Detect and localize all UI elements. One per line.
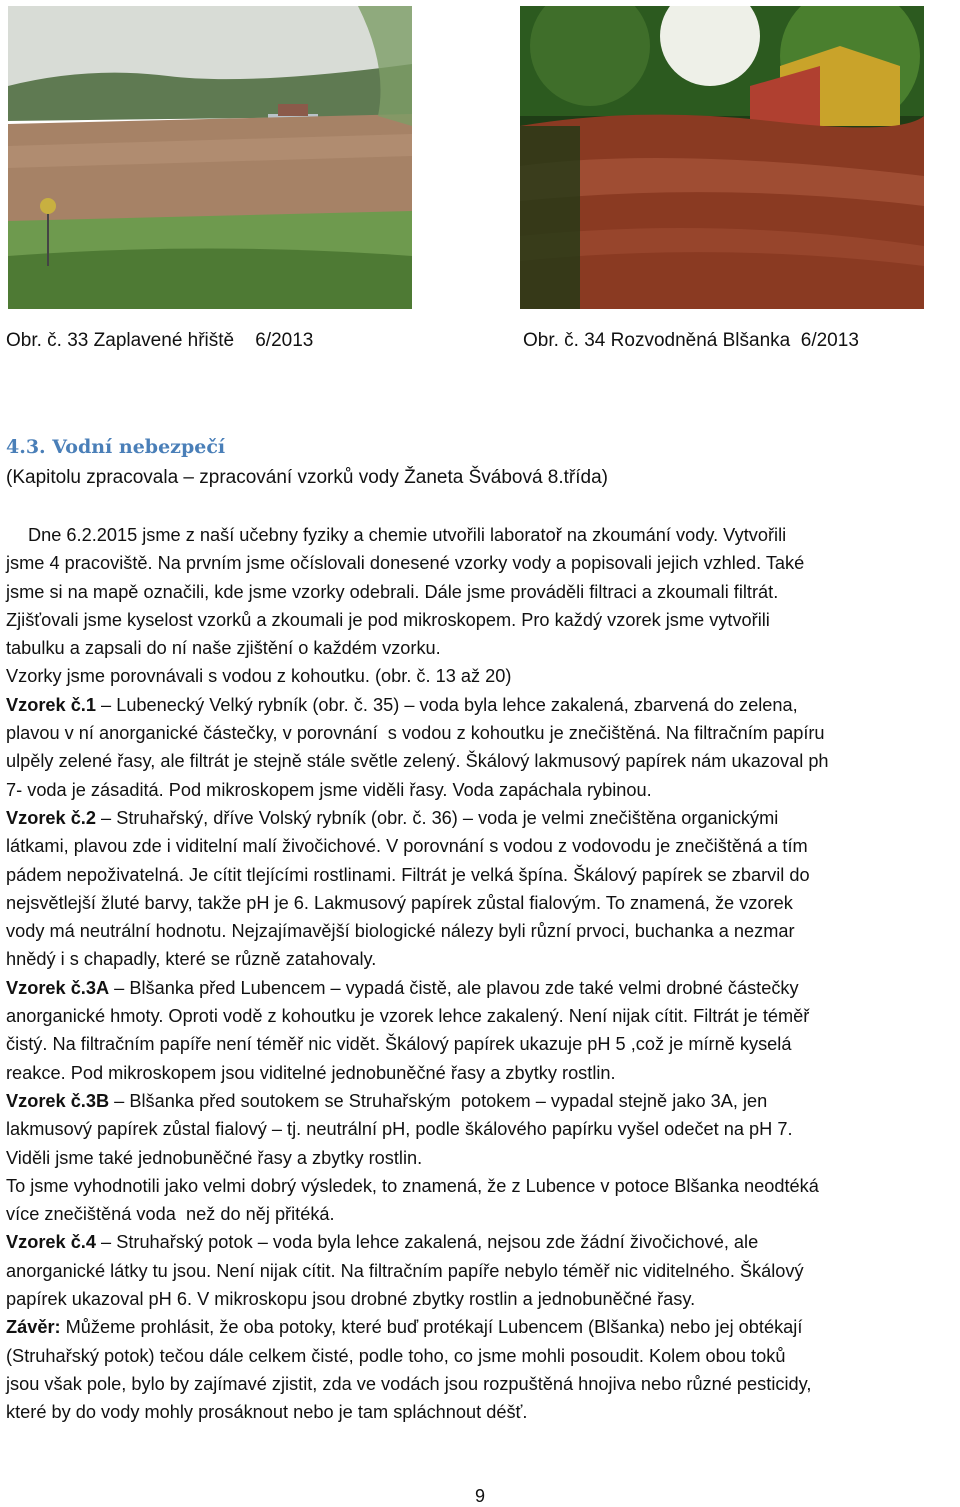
text-line: Vzorek č.1 – Lubenecký Velký rybník (obr. č. 35) – voda byla lehce zakalená, zbarvená do zelena,	[6, 694, 798, 715]
text-line: čistý. Na filtračním papíře není téměř nic vidět. Škálový papírek ukazuje pH 5 ,což je mírně kyselá	[6, 1034, 792, 1055]
text-line: Vzorek č.3A – Blšanka před Lubencem – vypadá čistě, ale plavou zde také velmi drobné částečky	[6, 977, 799, 998]
text-line: jsme si na mapě označili, kde jsme vzorky odebrali. Dále jsme prováděli filtraci a zkoumali filtrát.	[6, 581, 779, 602]
text-line: jsme 4 pracoviště. Na prvním jsme očíslovali donesené vzorky vody a popisovali jejich vzhled. Také	[6, 553, 805, 574]
section-subheading: (Kapitolu zpracovala – zpracování vzorků vody Žaneta Švábová 8.třída)	[6, 467, 608, 488]
text-line: Vzorek č.3B – Blšanka před soutokem se Struhařským potokem – vypadal stejně jako 3A, jen	[6, 1090, 768, 1111]
text-line: To jsme vyhodnotili jako velmi dobrý výsledek, to znamená, že z Lubence v potoce Blšanka neodtéká	[6, 1175, 819, 1196]
flooded-river-photo	[520, 6, 924, 309]
sample-label: Vzorek č.3B	[6, 1090, 110, 1111]
text-line: hnědý i s chapadly, které se různě zatahovaly.	[6, 949, 377, 970]
section-heading: 4.3. Vodní nebezpečí	[6, 436, 226, 458]
text-line: Viděli jsme také jednobuněčné řasy a zbytky rostlin.	[6, 1147, 423, 1168]
sample-label: Závěr:	[6, 1317, 61, 1338]
text-line: Vzorky jsme porovnávali s vodou z kohoutku. (obr. č. 13 až 20)	[6, 666, 512, 687]
text-line: plavou v ní anorganické částečky, v porovnání s vodou z kohoutku je znečištěná. Na filtračním papíru	[6, 723, 825, 744]
text-line: látkami, plavou zde i viditelní malí živočichové. V porovnání s vodou z vodovodu je znečištěná a tím	[6, 836, 808, 857]
sample-label: Vzorek č.3A	[6, 977, 110, 998]
text-line: Vzorek č.4 – Struhařský potok – voda byla lehce zakalená, nejsou zde žádní živočichové, ale	[6, 1232, 759, 1253]
text-line: které by do vody mohly prosáknout nebo je tam spláchnout déšť.	[6, 1402, 528, 1423]
flooded-playground-photo	[8, 6, 412, 309]
text-line: anorganické hmoty. Oproti vodě z kohoutku je vzorek lehce zakalený. Není nijak cítit. Filtrát je téměř	[6, 1006, 810, 1027]
figure-caption: Obr. č. 33 Zaplavené hřiště 6/2013	[6, 330, 314, 351]
sample-label: Vzorek č.1	[6, 694, 96, 715]
text-line: více znečištěná voda než do něj přitéká.	[6, 1204, 335, 1225]
text-line: nejsvětlejší žluté barvy, takže pH je 6. Lakmusový papírek zůstal fialovým. To znamená, že vzorek	[6, 892, 793, 913]
text-line: Zjišťovali jsme kyselost vzorků a zkoumali je pod mikroskopem. Pro každý vzorek jsme vytvořili	[6, 609, 770, 630]
text-line: (Struhařský potok) tečou dále celkem čisté, podle toho, co jsme mohli posoudit. Kolem obou toků	[6, 1345, 786, 1366]
text-line: papírek ukazoval pH 6. V mikroskopu jsou drobné zbytky rostlin a jednobuněčné řasy.	[6, 1289, 696, 1310]
sample-label: Vzorek č.4	[6, 1232, 96, 1253]
text-line: ulpěly zelené řasy, ale filtrát je stejně stále světle zelený. Škálový lakmusový papírek nám ukazoval ph	[6, 751, 829, 772]
text-line: anorganické látky tu jsou. Není nijak cítit. Na filtračním papíře nebylo téměř nic viditelného. Škálový	[6, 1260, 804, 1281]
body-text	[6, 521, 958, 1427]
text-line: vody má neutrální hodnotu. Nejzajímavější biologické nálezy byli různí prvoci, buchanka a nezmar	[6, 921, 795, 942]
text-line: tabulku a zapsali do ní naše zjištění o každém vzorku.	[6, 638, 441, 659]
page-number: 9	[474, 1486, 485, 1506]
text-line: Vzorek č.2 – Struhařský, dříve Volský rybník (obr. č. 36) – voda je velmi znečištěna organickými	[6, 807, 779, 828]
text-line: Dne 6.2.2015 jsme z naší učebny fyziky a chemie utvořili laboratoř na zkoumání vody. Vytvořili	[28, 525, 787, 545]
sample-label: Vzorek č.2	[6, 807, 96, 828]
text-line: jsou však pole, bylo by zajímavé zjistit, zda ve vodách jsou rozpuštěná hnojiva nebo různé pesticidy,	[6, 1373, 812, 1394]
text-line: reakce. Pod mikroskopem jsou viditelné jednobuněčné řasy a zbytky rostlin.	[6, 1062, 616, 1083]
text-line: lakmusový papírek zůstal fialový – tj. neutrální pH, podle škálového papírku vyšel odečet na pH 7.	[6, 1119, 793, 1140]
text-line: Závěr: Můžeme prohlásit, že oba potoky, které buď protékají Lubencem (Blšanka) nebo jej obtékají	[6, 1317, 803, 1338]
text-line: pádem nepoživatelná. Je cítit tlejícími rostlinami. Filtrát je velká špína. Škálový papírek se zbarvil do	[6, 864, 810, 885]
figure-caption: Obr. č. 34 Rozvodněná Blšanka 6/2013	[523, 330, 859, 351]
text-line: 7- voda je zásaditá. Pod mikroskopem jsme viděli řasy. Voda zapáchala rybinou.	[6, 779, 652, 800]
